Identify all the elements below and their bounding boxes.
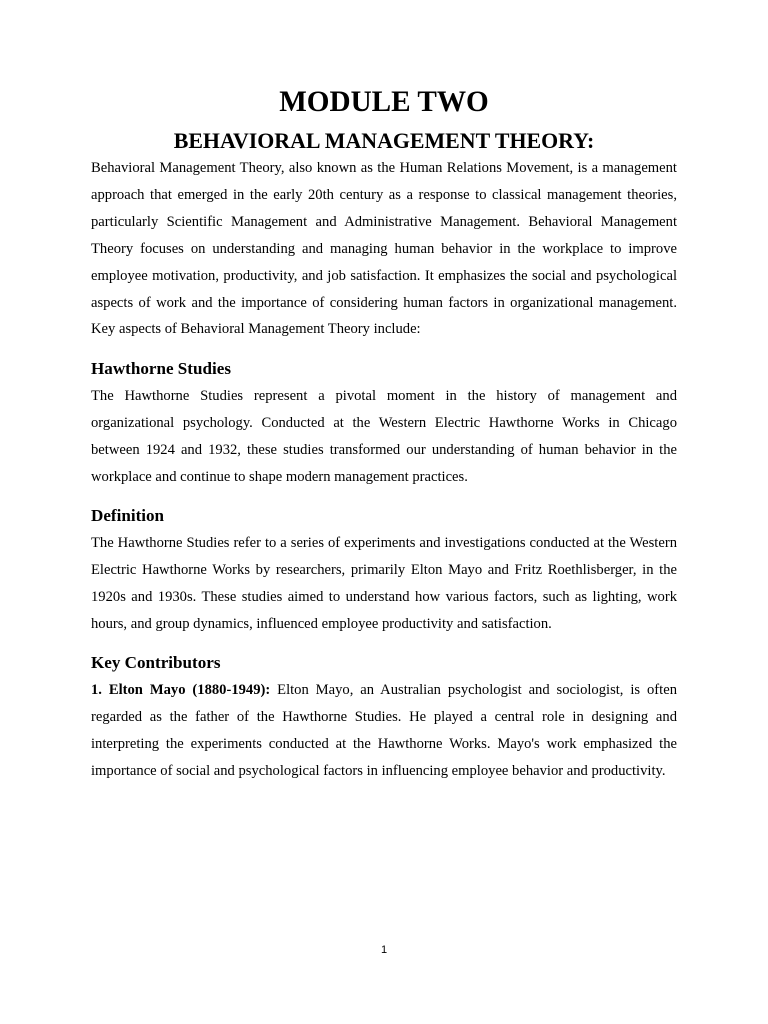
hawthorne-paragraph: The Hawthorne Studies represent a pivotal moment in the history of management and organizational psychology. Conducted at the Western Electric Hawthorne Works in Chicago between 1924 and 1932, these studies transformed our understanding of human behavior in the workplace and continue to shape modern management practices. — [91, 388, 677, 485]
definition-paragraph: The Hawthorne Studies refer to a series of experiments and investigations conducted at the Western Electric Hawthorne Works by researchers, primarily Elton Mayo and Fritz Roethlisberger, in the 1920s and 1930s. These studies aimed to understand how various factors, such as lighting, work hours, and group dynamics, influenced employee productivity and satisfaction. — [91, 534, 677, 632]
contributor-item — [91, 677, 677, 785]
definition-heading: Definition — [91, 505, 165, 525]
hawthorne-heading: Hawthorne Studies — [91, 359, 231, 379]
contributor-name: 1. Elton Mayo (1880-1949): — [91, 682, 271, 699]
page-content — [91, 86, 677, 785]
contributors-heading: Key Contributors — [91, 653, 221, 673]
section-title: BEHAVIORAL MANAGEMENT THEORY: — [173, 128, 595, 153]
module-title: MODULE TWO — [279, 86, 489, 118]
page-number: 1 — [380, 944, 388, 956]
intro-paragraph: Behavioral Management Theory, also known as the Human Relations Movement, is a management approach that emerged in the early 20th century as a response to classical management theories, particularly Scientific Management and Administrative Management. Behavioral Management Theory focuses on understanding and managing human behavior in the workplace to improve employee motivation, productivity, and job satisfaction. It emphasizes the social and psychological aspects of work and the importance of considering human factors in organizational management. Key aspects of Behavioral Management Theory include: — [91, 160, 677, 338]
contributor-description: Elton Mayo, an Australian psychologist and sociologist, is often regarded as the father of the Hawthorne Studies. He played a central role in designing and interpreting the experiments conducted at the Hawthorne Works. Mayo's work emphasized the importance of social and psychological factors in influencing employee behavior and productivity. — [91, 682, 677, 780]
